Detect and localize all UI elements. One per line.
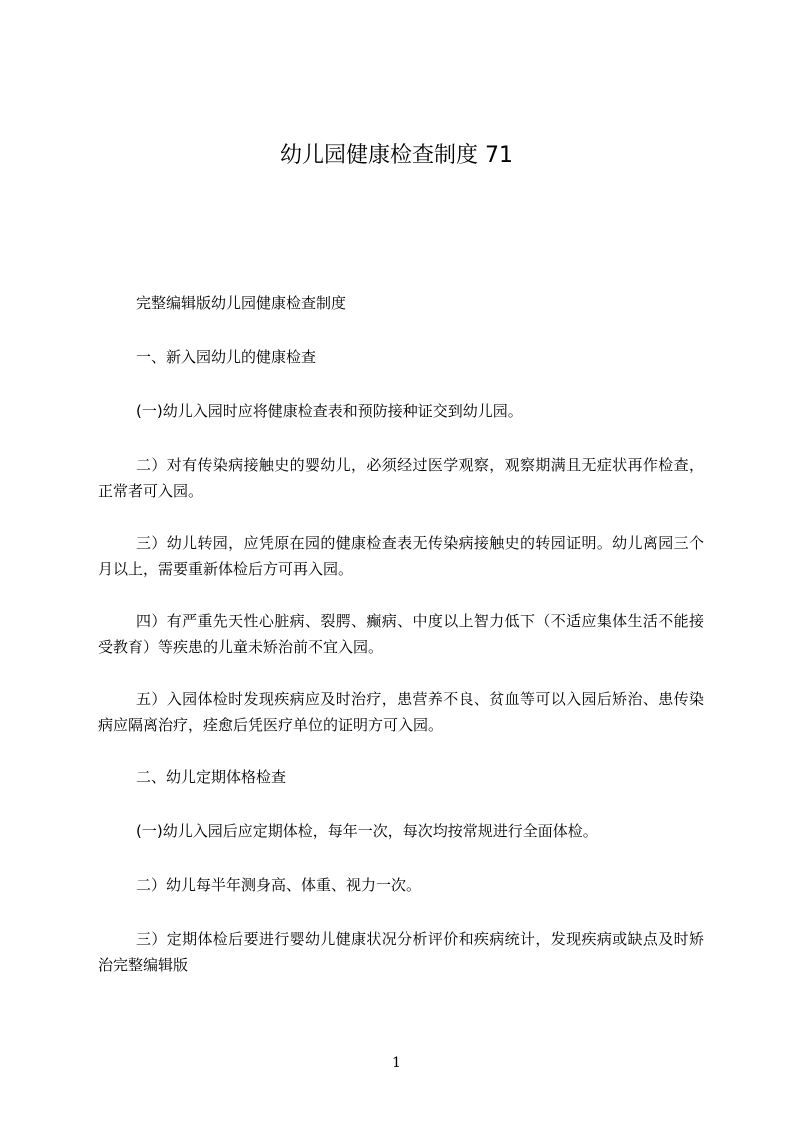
page-number: 1 — [392, 1055, 401, 1071]
section-heading-new-admission: 一、新入园幼儿的健康检查 — [136, 348, 317, 366]
section-heading-regular-checkup: 二、幼儿定期体格检查 — [136, 768, 287, 786]
paragraph-1-3: 三）幼儿转园，应凭原在园的健康检查表无传染病接触史的转园证明。幼儿离园三个月以上，需要重新体检后方可再入园。 — [98, 534, 704, 578]
paragraph-1-1: (一)幼儿入园时应将健康检查表和预防接种证交到幼儿园。 — [136, 402, 523, 420]
paragraph-1-2: 二）对有传染病接触史的婴幼儿，必须经过医学观察，观察期满且无症状再作检查，正常者可入园。 — [98, 456, 704, 500]
paragraph-2-1: (一)幼儿入园后应定期体检，每年一次，每次均按常规进行全面体检。 — [136, 822, 598, 840]
paragraph-2-2: 二）幼儿每半年测身高、体重、视力一次。 — [136, 876, 422, 894]
paragraph-1-5: 五）入园体检时发现疾病应及时治疗，患营养不良、贫血等可以入园后矫治、患传染病应隔离治疗，痊愈后凭医疗单位的证明方可入园。 — [98, 690, 704, 734]
document-title: 幼儿园健康检查制度 71 — [280, 143, 513, 168]
paragraph-subtitle: 完整编辑版幼儿园健康检查制度 — [136, 294, 347, 312]
paragraph-2-3: 三）定期体检后要进行婴幼儿健康状况分析评价和疾病统计，发现疾病或缺点及时矫治完整编辑版 — [98, 930, 704, 974]
paragraph-1-4: 四）有严重先天性心脏病、裂腭、癫病、中度以上智力低下（不适应集体生活不能接受教育）等疾患的儿童未矫治前不宜入园。 — [98, 612, 704, 656]
document-body — [98, 290, 704, 978]
